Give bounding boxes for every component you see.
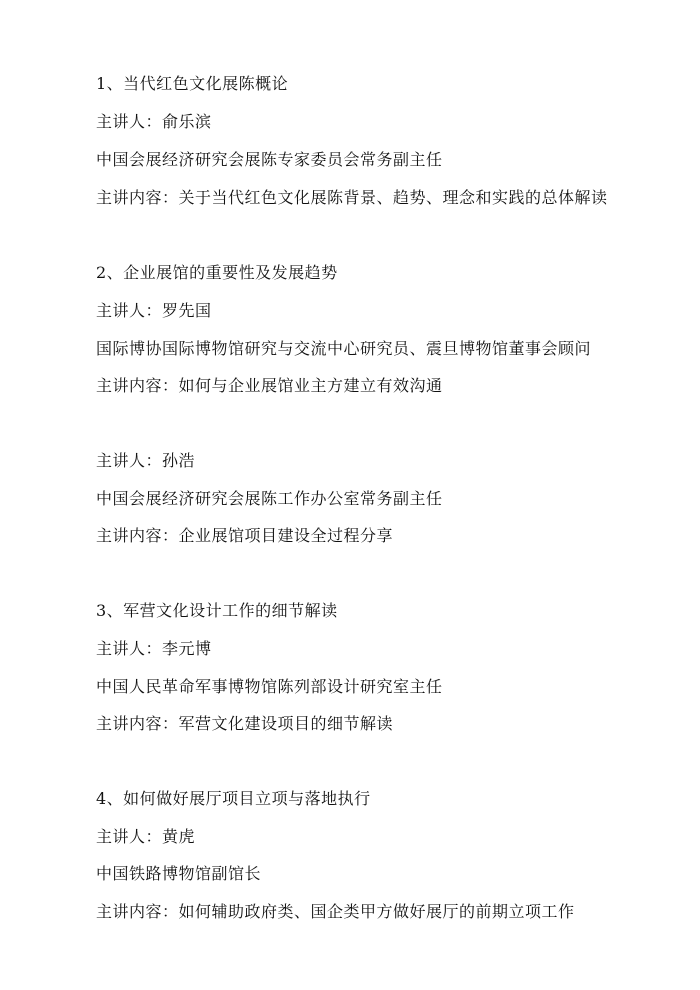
- section-2b-affiliation: 中国会展经济研究会展陈工作办公室常务副主任: [96, 489, 443, 508]
- section-2b-content: 主讲内容：企业展馆项目建设全过程分享: [96, 526, 394, 545]
- section-4-affiliation: 中国铁路博物馆副馆长: [96, 864, 262, 883]
- section-4-content: 主讲内容：如何辅助政府类、国企类甲方做好展厅的前期立项工作: [96, 902, 575, 921]
- section-1-content: 主讲内容：关于当代红色文化展陈背景、趋势、理念和实践的总体解读: [96, 188, 608, 207]
- section-2-affiliation: 国际博协国际博物馆研究与交流中心研究员、震旦博物馆董事会顾问: [96, 339, 592, 358]
- section-3-affiliation: 中国人民革命军事博物馆陈列部设计研究室主任: [96, 677, 443, 696]
- section-2-speaker: 主讲人：罗先国: [96, 301, 212, 320]
- section-4-speaker: 主讲人：黄虎: [96, 827, 196, 846]
- section-1-affiliation: 中国会展经济研究会展陈专家委员会常务副主任: [96, 150, 443, 169]
- section-2b-speaker: 主讲人：孙浩: [96, 451, 196, 470]
- section-3-speaker: 主讲人：李元博: [96, 639, 212, 658]
- section-2-title: 2、企业展馆的重要性及发展趋势: [96, 263, 338, 282]
- section-3-content: 主讲内容：军营文化建设项目的细节解读: [96, 714, 394, 733]
- section-4-title: 4、如何做好展厅项目立项与落地执行: [96, 789, 371, 808]
- section-1-speaker: 主讲人：俞乐滨: [96, 112, 212, 131]
- section-3-title: 3、军营文化设计工作的细节解读: [96, 601, 338, 620]
- section-1-title: 1、当代红色文化展陈概论: [96, 74, 289, 93]
- section-2-content: 主讲内容：如何与企业展馆业主方建立有效沟通: [96, 376, 443, 395]
